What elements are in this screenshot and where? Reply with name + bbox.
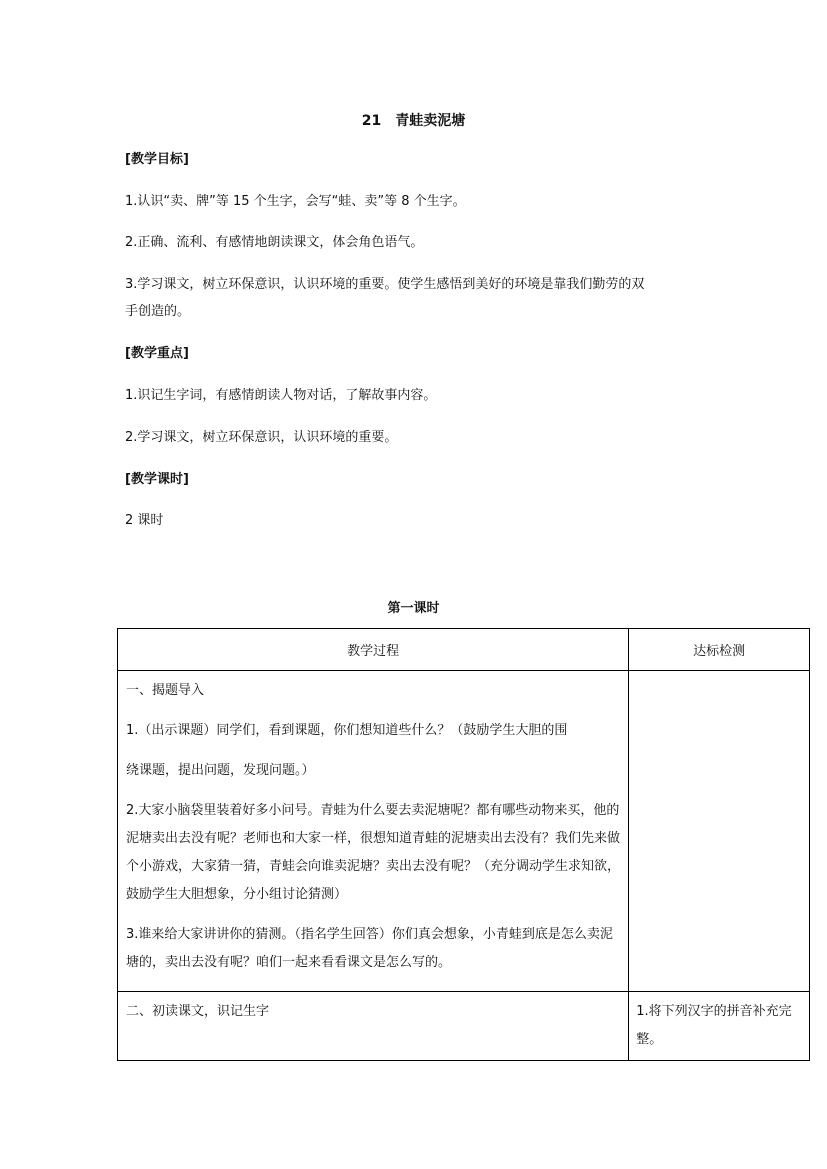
hours-heading: [教学课时] (125, 472, 189, 487)
hours-value: 2 课时 (125, 513, 164, 528)
objective-item-3-continued: 手创造的。 (125, 304, 191, 319)
process-cell (118, 992, 629, 1061)
page-title (0, 110, 827, 130)
title-text: 青蛙卖泥塘 (395, 113, 466, 129)
process-paragraph-2: 2.大家小脑袋里装着好多小问号。青蛙为什么要去卖泥塘呢？都有哪些动物来买，他的泥塘卖出去没有呢？老师也和大家一样，很想知道青蛙的泥塘卖出去没有？我们先来做个小游戏，大家猜一猜，青蛙会向谁卖泥塘？卖出去没有呢？（充分调动学生求知欲，鼓励学生大胆想象，分小组讨论猜测） (126, 803, 621, 902)
key-point-item-2: 2.学习课文，树立环保意识，认识环境的重要。 (125, 430, 398, 445)
table-row (118, 671, 810, 992)
title-number: 21 (361, 113, 382, 129)
table-header-row (118, 629, 810, 671)
process-cell (118, 671, 629, 992)
check-cell-text: 1.将下列汉字的拼音补充完整。 (636, 1004, 792, 1047)
key-point-item-1: 1.识记生字词，有感情朗读人物对话，了解故事内容。 (125, 388, 437, 403)
header-check: 达标检测 (629, 629, 810, 671)
header-process: 教学过程 (118, 629, 629, 671)
table-row (118, 992, 810, 1061)
process-paragraph-1-line-1: 1.（出示课题）同学们，看到课题，你们想知道些什么？（鼓励学生大胆的围 (126, 723, 568, 738)
lesson-table (117, 628, 810, 1061)
objective-item-2: 2.正确、流利、有感情地朗读课文，体会角色语气。 (125, 235, 424, 250)
objective-item-1: 1.认识“卖、牌”等 15 个生字，会写“蛙、卖”等 8 个生字。 (125, 194, 466, 209)
objectives-heading: [教学目标] (125, 152, 189, 167)
process-paragraph-1-line-2: 绕课题，提出问题，发现问题。） (126, 763, 315, 778)
section-heading: 二、初读课文，识记生字 (126, 1004, 270, 1019)
check-cell (629, 671, 810, 992)
lesson-title: 第一课时 (387, 601, 440, 616)
check-cell (629, 992, 810, 1061)
check-cell-text (629, 671, 809, 681)
process-paragraph-3: 3.谁来给大家讲讲你的猜测。（指名学生回答）你们真会想象，小青蛙到底是怎么卖泥塘的，卖出去没有呢？咱们一起来看看课文是怎么写的。 (126, 927, 613, 970)
objective-item-3: 3.学习课文，树立环保意识，认识环境的重要。使学生感悟到美好的环境是靠我们勤劳的双 (125, 277, 645, 292)
key-points-heading: [教学重点] (125, 346, 189, 361)
section-heading: 一、揭题导入 (126, 683, 205, 698)
